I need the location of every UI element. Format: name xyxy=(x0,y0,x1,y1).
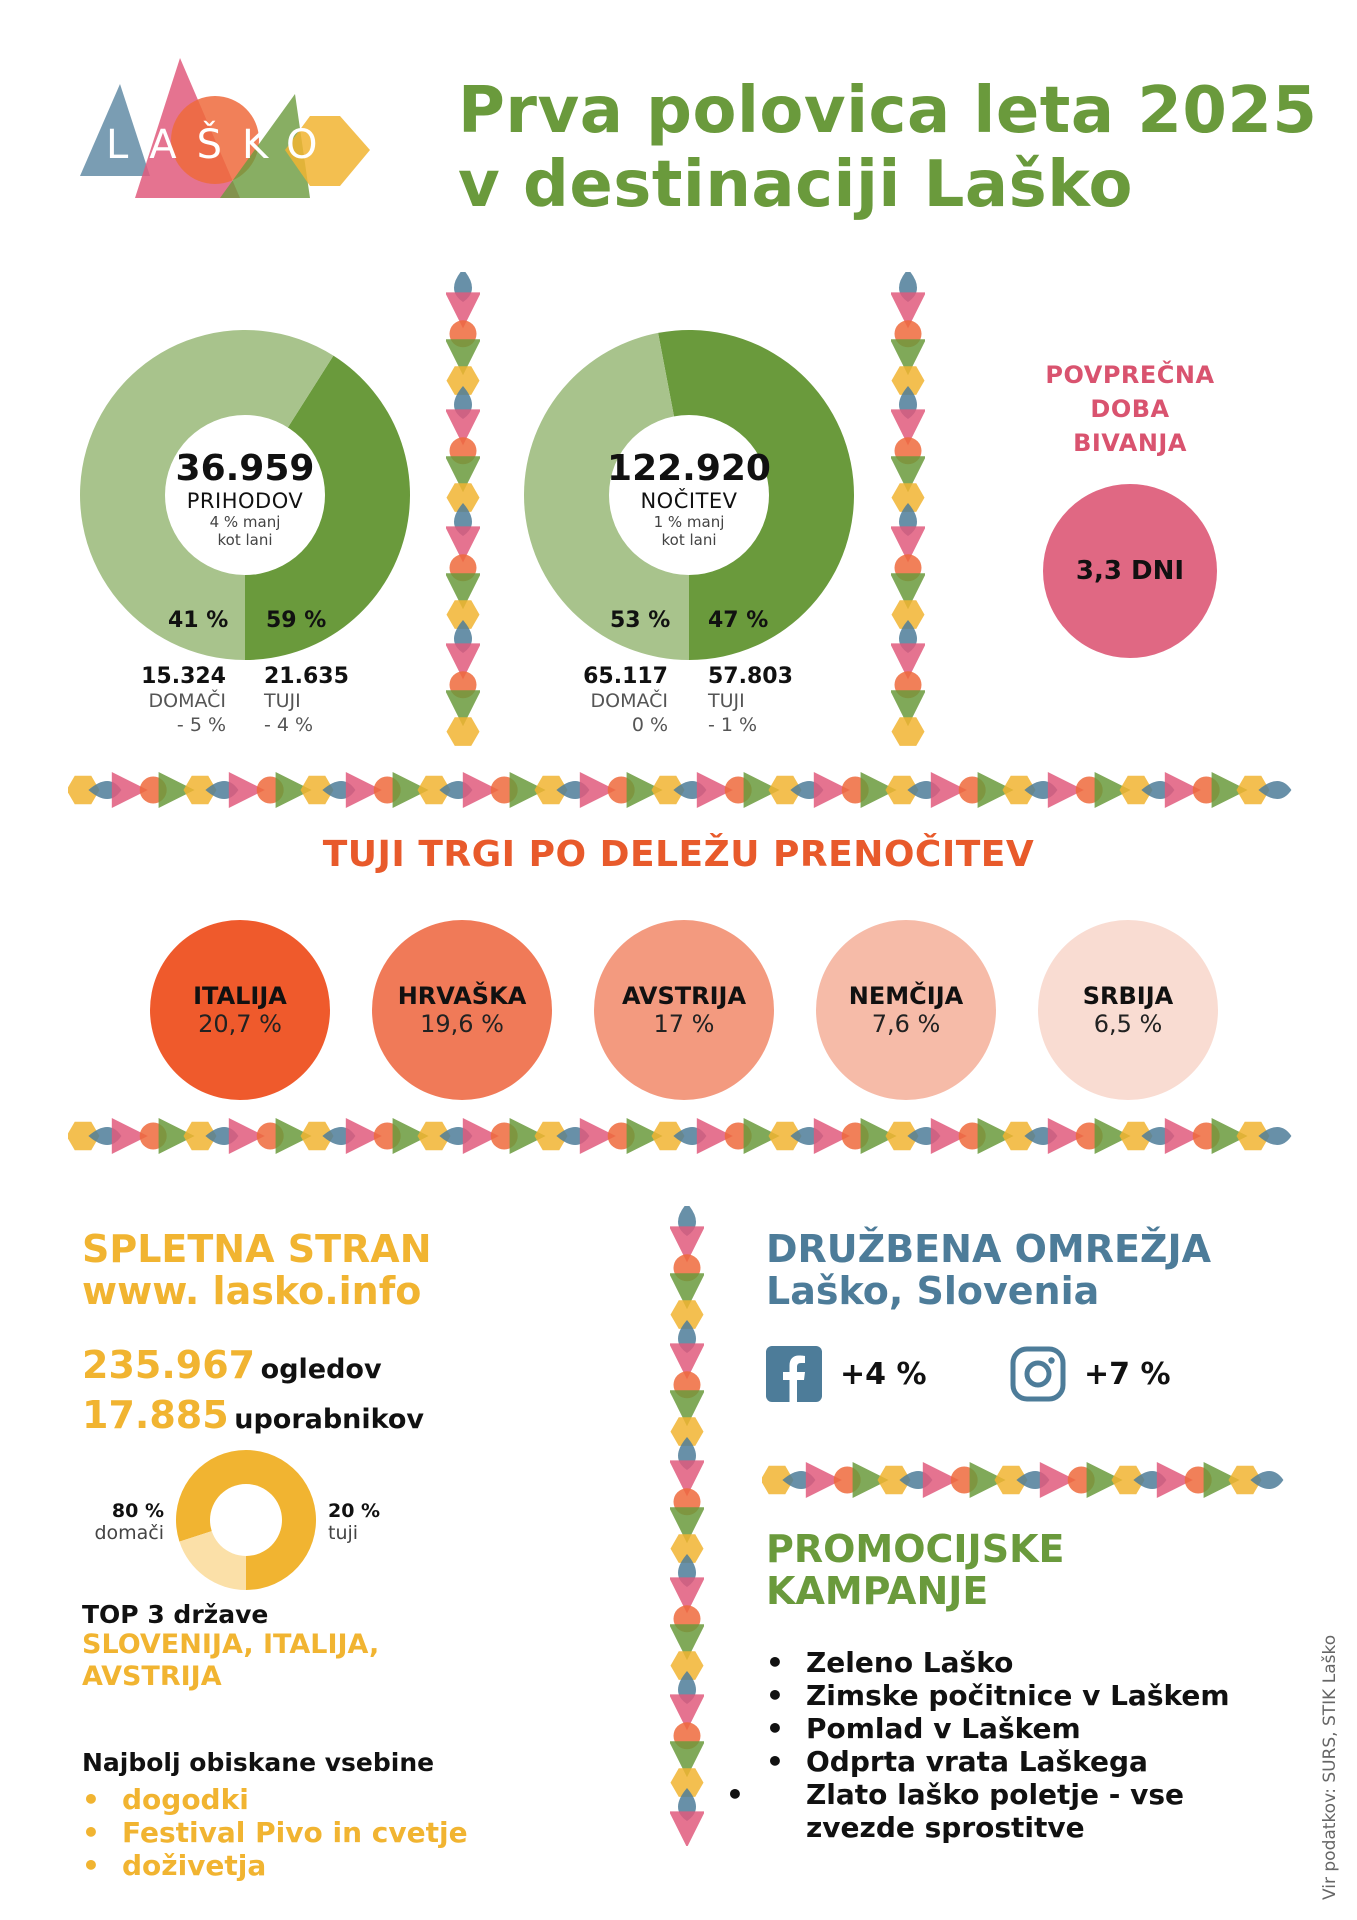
data-source: Vir podatkov: SURS, STIK Laško xyxy=(1320,1634,1340,1900)
market-value: 20,7 % xyxy=(198,1010,282,1038)
market-circle-5 xyxy=(1038,920,1218,1100)
nights-domestic-stat xyxy=(566,664,668,737)
title-line-1: Prva polovica leta 2025 xyxy=(458,74,1318,148)
average-stay-title xyxy=(1030,358,1230,460)
list-item: • Festival Pivo in cvetje xyxy=(82,1816,468,1849)
market-name: NEMČIJA xyxy=(848,982,964,1010)
nights-foreign-value: 57.803 xyxy=(708,664,793,689)
average-stay-line-1: POVPREČNA xyxy=(1045,361,1215,389)
list-item: • dogodki xyxy=(82,1783,468,1816)
divider-vertical-1 xyxy=(446,272,480,756)
facebook-icon xyxy=(766,1346,822,1402)
divider-vertical-3 xyxy=(670,1206,704,1850)
nights-label: NOČITEV xyxy=(640,489,738,513)
market-value: 6,5 % xyxy=(1093,1010,1163,1038)
market-circle-4 xyxy=(816,920,996,1100)
website-url: www. lasko.info xyxy=(82,1269,422,1313)
website-title-line-1: SPLETNA STRAN xyxy=(82,1227,432,1271)
nights-note-2: kot lani xyxy=(661,531,717,549)
most-visited xyxy=(82,1748,468,1882)
arrivals-note-2: kot lani xyxy=(217,531,273,549)
lasko-logo xyxy=(80,58,380,204)
social-title xyxy=(766,1228,1211,1312)
nights-domestic-label: DOMAČI xyxy=(590,690,668,712)
promo-title-line-2: KAMPANJE xyxy=(766,1569,989,1613)
list-item: • Zeleno Laško xyxy=(766,1646,1286,1679)
market-value: 19,6 % xyxy=(420,1010,504,1038)
arrivals-domestic-label: DOMAČI xyxy=(148,690,226,712)
promo-list xyxy=(766,1640,1286,1844)
arrivals-value: 36.959 xyxy=(175,448,315,489)
divider-vertical-2 xyxy=(891,272,925,756)
arrivals-label: PRIHODOV xyxy=(186,489,304,513)
nights-domestic-change: 0 % xyxy=(631,714,668,736)
divider-horizontal-3 xyxy=(762,1462,1296,1502)
social-title-line-1: DRUŽBENA OMREŽJA xyxy=(766,1227,1212,1271)
page-title xyxy=(458,74,1317,222)
facebook-stat xyxy=(766,1346,927,1402)
arrivals-foreign-pct: 59 % xyxy=(266,608,327,633)
market-name: SRBIJA xyxy=(1082,982,1174,1010)
arrivals-foreign-stat xyxy=(264,664,364,737)
instagram-icon xyxy=(1010,1346,1066,1402)
nights-domestic-value: 65.117 xyxy=(583,664,668,689)
arrivals-domestic-stat xyxy=(126,664,226,737)
arrivals-foreign-label: TUJI xyxy=(264,690,301,712)
facebook-value: +4 % xyxy=(840,1356,927,1392)
arrivals-foreign-value: 21.635 xyxy=(264,664,349,689)
list-item: • doživetja xyxy=(82,1849,468,1882)
website-title xyxy=(82,1228,432,1312)
website-foreign-label xyxy=(328,1500,408,1544)
promo-title-line-1: PROMOCIJSKE xyxy=(766,1527,1065,1571)
average-stay-line-3: BIVANJA xyxy=(1073,429,1187,457)
market-value: 17 % xyxy=(653,1010,715,1038)
arrivals-center xyxy=(145,448,345,549)
website-domestic-text: domači xyxy=(94,1522,164,1544)
nights-foreign-change: - 1 % xyxy=(708,714,758,736)
nights-domestic-pct: 53 % xyxy=(610,608,671,633)
nights-note-1: 1 % manj xyxy=(653,513,725,531)
website-stats xyxy=(82,1344,424,1444)
nights-value: 122.920 xyxy=(607,448,771,489)
top3-line-1: SLOVENIJA, ITALIJA, xyxy=(82,1629,380,1660)
list-item: • Odprta vrata Laškega xyxy=(766,1745,1286,1778)
most-visited-title: Najbolj obiskane vsebine xyxy=(82,1748,435,1777)
nights-foreign-stat xyxy=(708,664,808,737)
logo-text: LAŠKO xyxy=(106,122,338,168)
divider-horizontal-2 xyxy=(68,1118,1304,1158)
views-number: 235.967 xyxy=(82,1343,256,1387)
market-name: AVSTRIJA xyxy=(621,982,747,1010)
users-number: 17.885 xyxy=(82,1393,229,1437)
list-item: • Pomlad v Laškem xyxy=(766,1712,1286,1745)
markets-title: TUJI TRGI PO DELEŽU PRENOČITEV xyxy=(322,834,1035,875)
users-label: uporabnikov xyxy=(234,1404,425,1435)
divider-horizontal-1 xyxy=(68,772,1304,812)
instagram-stat xyxy=(1010,1346,1171,1402)
website-domestic-pct: 80 % xyxy=(111,1500,164,1522)
website-users-donut xyxy=(176,1450,316,1590)
arrivals-domestic-change: - 5 % xyxy=(176,714,226,736)
market-circle-1 xyxy=(150,920,330,1100)
arrivals-domestic-pct: 41 % xyxy=(168,608,229,633)
market-circle-2 xyxy=(372,920,552,1100)
title-line-2: v destinaciji Laško xyxy=(458,148,1133,222)
promo-title xyxy=(766,1528,1064,1612)
nights-center xyxy=(589,448,789,549)
website-foreign-text: tuji xyxy=(328,1522,359,1544)
social-title-line-2: Laško, Slovenia xyxy=(766,1269,1100,1313)
top3-line-2: AVSTRIJA xyxy=(82,1661,222,1692)
nights-foreign-pct: 47 % xyxy=(708,608,769,633)
website-foreign-pct: 20 % xyxy=(328,1500,381,1522)
average-stay-circle: 3,3 DNI xyxy=(1043,484,1217,658)
nights-foreign-label: TUJI xyxy=(708,690,745,712)
website-domestic-label xyxy=(86,1500,164,1544)
market-circle-3 xyxy=(594,920,774,1100)
arrivals-domestic-value: 15.324 xyxy=(141,664,226,689)
views-label: ogledov xyxy=(260,1354,382,1385)
market-value: 7,6 % xyxy=(871,1010,941,1038)
top3-countries xyxy=(82,1600,379,1693)
list-item: • Zimske počitnice v Laškem xyxy=(766,1679,1286,1712)
market-name: HRVAŠKA xyxy=(397,982,527,1010)
list-item: • Zlato laško poletje - vse zvezde sprostitve xyxy=(766,1778,1286,1844)
top3-title: TOP 3 države xyxy=(82,1600,269,1629)
arrivals-foreign-change: - 4 % xyxy=(264,714,314,736)
arrivals-note-1: 4 % manj xyxy=(209,513,281,531)
market-name: ITALIJA xyxy=(193,982,287,1010)
average-stay-line-2: DOBA xyxy=(1090,395,1170,423)
instagram-value: +7 % xyxy=(1084,1356,1171,1392)
